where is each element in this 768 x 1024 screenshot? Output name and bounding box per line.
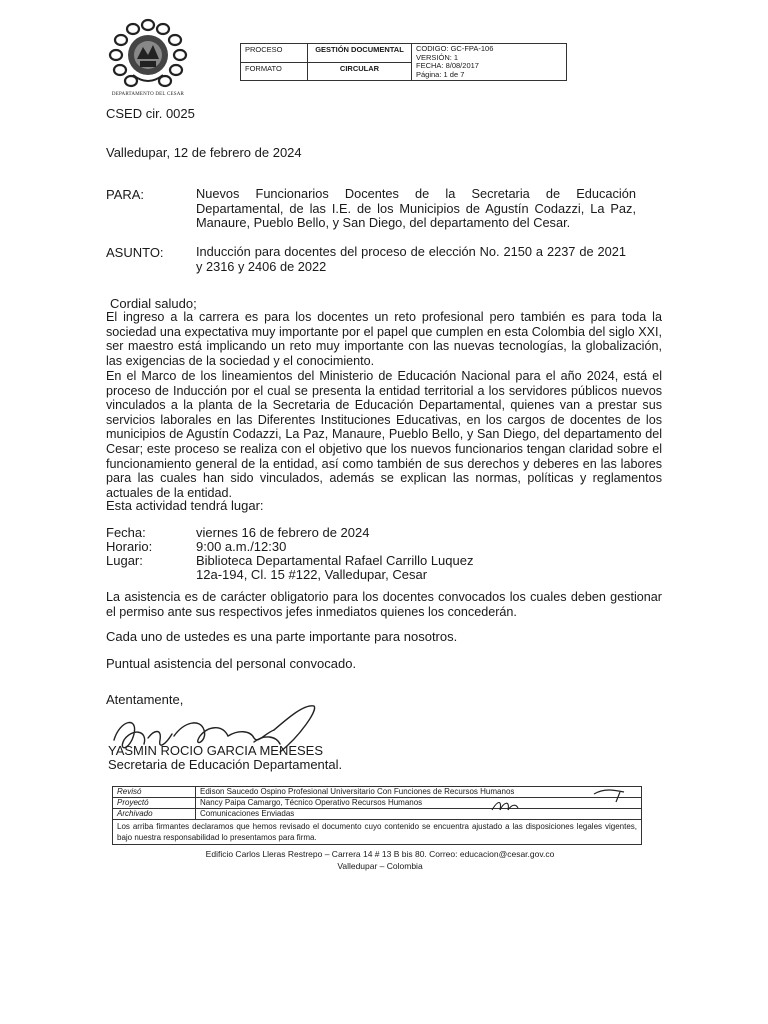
document-date: FECHA: 8/08/2017 bbox=[416, 61, 479, 70]
table-row bbox=[113, 787, 642, 798]
closing: Atentamente, bbox=[106, 692, 184, 707]
review-key: Archivado bbox=[113, 809, 196, 820]
proceso-value: GESTIÓN DOCUMENTAL bbox=[308, 44, 412, 63]
footer-city: Valledupar – Colombia bbox=[337, 861, 423, 871]
formato-value: CIRCULAR bbox=[308, 62, 412, 81]
para-text: Nuevos Funcionarios Docentes de la Secretaria de Educación Departamental, de las I.E. de los Municipios de Agustín Codazzi, La Paz, Manaure, Pueblo Bello, y San Diego, del departamento del Cesar. bbox=[196, 186, 636, 231]
body-paragraph-2: En el Marco de los lineamientos del Ministerio de Educación Nacional para el año 2024, está el proceso de Inducción por el cual se presenta la entidad territorial a los servidores públicos nuevos vinculados a la planta de la Secretaria de Educación Departamental, quienes van a prestar sus servicios laborales en las Diferentes Instituciones Educativas, en los cargos de docentes de los municipios de Agustín Codazzi, La Paz, Manaure, Pueblo Bello, y San Diego, del departamento del Cesar; este proceso se realiza con el objetivo que los nuevos funcionarios tengan claridad sobre el funcionamiento general de la entidad, así como también de sus derechos y deberes en las labores para las cuales han sido vinculados, además se explican las normas, políticas y reglamentos actuales de la entidad. bbox=[106, 369, 662, 500]
review-value: Nancy Paipa Camargo, Técnico Operativo Recursos Humanos bbox=[196, 798, 642, 809]
asunto-text: Inducción para docentes del proceso de elección No. 2150 a 2237 de 2021 y 2316 y 2406 de 2022 bbox=[196, 244, 626, 274]
body-paragraph-1: El ingreso a la carrera es para los docentes un reto profesional pero también es para toda la sociedad una expectativa muy importante por el papel que cumplen en esta Colombia del siglo XXI, ser maestro está implicando un reto muy importante con las nuevas tecnologías, la globalización, las exigencias de la sociedad y el conocimiento. bbox=[106, 310, 662, 368]
footer-address: Edificio Carlos Lleras Restrepo – Carrera 14 # 13 B bis 80. Correo: educacion@cesar.gov.co bbox=[205, 849, 555, 859]
lugar-value: Biblioteca Departamental Rafael Carrillo Luquez bbox=[196, 553, 474, 568]
para-label: PARA: bbox=[106, 187, 145, 202]
document-header-table bbox=[240, 43, 567, 81]
lugar-label: Lugar: bbox=[106, 553, 143, 568]
horario-label: Horario: bbox=[106, 539, 153, 554]
fecha-value: viernes 16 de febrero de 2024 bbox=[196, 525, 370, 540]
table-row bbox=[113, 798, 642, 809]
body-paragraph-5: Puntual asistencia del personal convocado. bbox=[106, 656, 357, 671]
review-key: Revisó bbox=[113, 787, 196, 798]
review-note: Los arriba firmantes declaramos que hemos revisado el documento cuyo contenido se encuentra ajustado a las disposiciones legales vigentes, bajo nuestra responsabilidad lo presentamos para firma. bbox=[113, 820, 642, 845]
document-page: Página: 1 de 7 bbox=[416, 69, 465, 79]
formato-label: FORMATO bbox=[241, 62, 308, 81]
projector-initials bbox=[490, 798, 520, 814]
place-date: Valledupar, 12 de febrero de 2024 bbox=[106, 145, 302, 160]
body-paragraph-4: Cada uno de ustedes es una parte importante para nosotros. bbox=[106, 629, 458, 644]
reviewer-initials bbox=[590, 784, 630, 812]
signer-title: Secretaria de Educación Departamental. bbox=[108, 757, 343, 772]
fecha-label: Fecha: bbox=[106, 525, 146, 540]
review-key: Proyectó bbox=[113, 798, 196, 809]
horario-value: 9:00 a.m./12:30 bbox=[196, 539, 287, 554]
document-code-cell bbox=[412, 44, 567, 81]
table-row bbox=[113, 820, 642, 845]
table-row bbox=[113, 809, 642, 820]
reference-number: CSED cir. 0025 bbox=[106, 106, 195, 121]
proceso-label: PROCESO bbox=[241, 44, 308, 63]
document-code: CODIGO: GC-FPA-106 bbox=[416, 44, 494, 53]
signer-name: YASMIN ROCIO GARCIA MENESES bbox=[108, 743, 324, 758]
document-version: VERSIÓN: 1 bbox=[416, 52, 459, 62]
review-value: Edison Saucedo Ospino Profesional Universitario Con Funciones de Recursos Humanos bbox=[196, 787, 642, 798]
body-paragraph-3: La asistencia es de carácter obligatorio para los docentes convocados los cuales deben gestionar el permiso ante sus respectivos jefes inmediatos quienes los concederán. bbox=[106, 590, 662, 619]
asunto-label: ASUNTO: bbox=[106, 245, 164, 260]
lugar-address: 12a-194, Cl. 15 #122, Valledupar, Cesar bbox=[196, 567, 428, 582]
department-seal-logo bbox=[107, 15, 189, 99]
activity-intro: Esta actividad tendrá lugar: bbox=[106, 498, 264, 513]
logo-caption: DEPARTAMENTO DEL CESAR bbox=[111, 92, 185, 97]
review-table bbox=[112, 786, 642, 845]
review-value: Comunicaciones Enviadas bbox=[196, 809, 642, 820]
greeting: Cordial saludo; bbox=[110, 296, 197, 311]
